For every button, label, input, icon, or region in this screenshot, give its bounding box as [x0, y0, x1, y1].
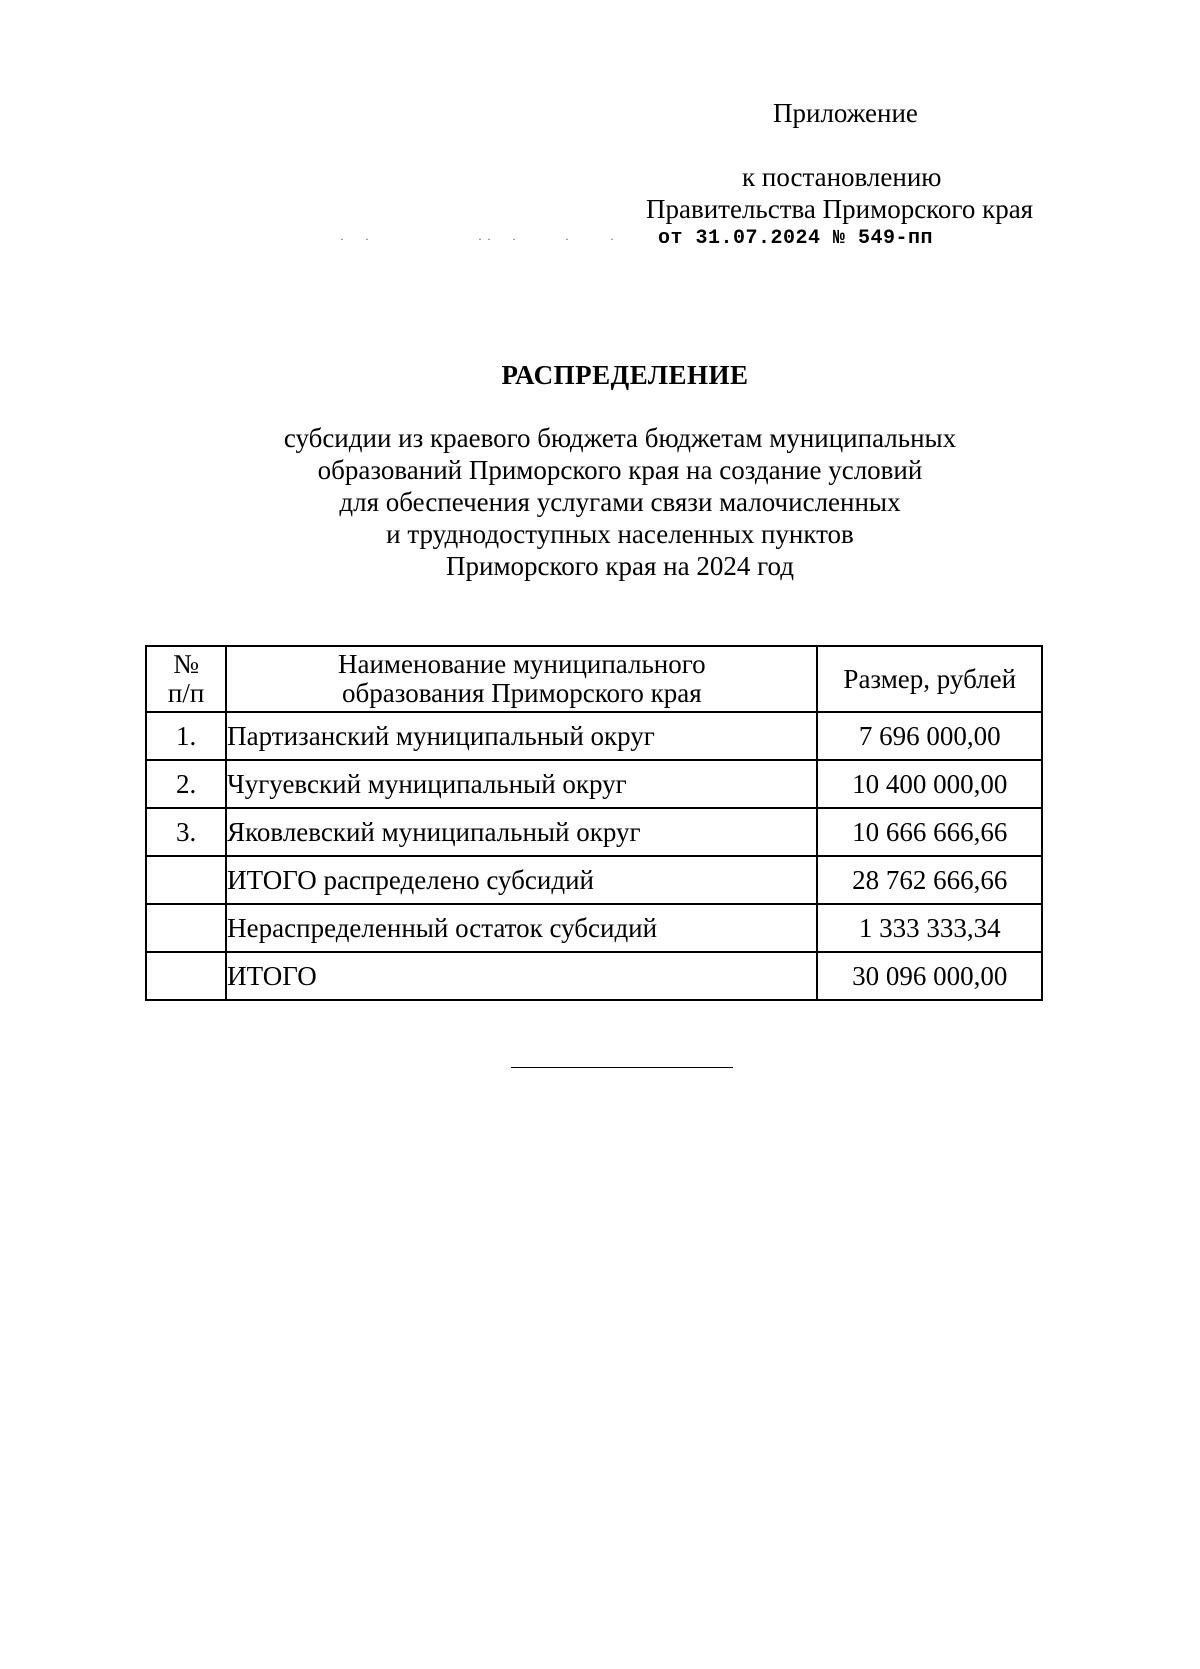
scan-speck: ·: [512, 232, 516, 246]
header-number: [146, 646, 226, 712]
row-name: Чугуевский муниципальный округ: [226, 760, 817, 808]
row-amount: 28 762 666,66: [817, 856, 1042, 904]
table-row: [146, 856, 1042, 904]
end-divider: [511, 1067, 733, 1068]
row-number: 2.: [146, 760, 226, 808]
row-number: 1.: [146, 712, 226, 760]
row-number: [146, 904, 226, 952]
table-row: [146, 760, 1042, 808]
distribution-table: [145, 645, 1043, 1001]
document-subtitle: [240, 422, 1000, 582]
row-name: Яковлевский муниципальный округ: [226, 808, 817, 856]
scan-speck: ·: [487, 232, 491, 246]
header-name-line: образования Приморского края: [342, 678, 702, 708]
row-amount: 10 400 000,00: [817, 760, 1042, 808]
decree-reference: к постановлению: [742, 162, 942, 192]
row-name: ИТОГО распределено субсидий: [226, 856, 817, 904]
row-amount: 7 696 000,00: [817, 712, 1042, 760]
subtitle-line: для обеспечения услугами связи малочисленных: [339, 487, 901, 517]
subtitle-line: и труднодоступных населенных пунктов: [386, 519, 854, 549]
row-number: 3.: [146, 808, 226, 856]
row-amount: 1 333 333,34: [817, 904, 1042, 952]
scan-speck: ·: [565, 232, 569, 246]
header-amount: Размер, рублей: [817, 646, 1042, 712]
subtitle-line: Приморского края на 2024 год: [446, 551, 794, 581]
row-amount: 10 666 666,66: [817, 808, 1042, 856]
header-name: [226, 646, 817, 712]
header-number-abbr: п/п: [167, 678, 205, 708]
decree-date-number: от 31.07.2024 № 549-пп: [658, 227, 934, 250]
row-number: [146, 856, 226, 904]
scan-speck: ·: [478, 232, 482, 246]
table-header-row: [146, 646, 1042, 712]
header-name-line: Наименование муниципального: [338, 649, 706, 679]
scan-speck: ·: [610, 232, 614, 246]
scan-speck: ·: [340, 232, 344, 246]
appendix-label: Приложение: [773, 98, 918, 128]
row-name: Партизанский муниципальный округ: [226, 712, 817, 760]
row-name: ИТОГО: [226, 952, 817, 1000]
government-name: Правительства Приморского края: [646, 194, 1034, 224]
header-number-symbol: №: [173, 649, 199, 679]
table-row: [146, 904, 1042, 952]
row-name: Нераспределенный остаток субсидий: [226, 904, 817, 952]
document-title: РАСПРЕДЕЛЕНИЕ: [501, 360, 749, 390]
table-row: [146, 808, 1042, 856]
row-amount: 30 096 000,00: [817, 952, 1042, 1000]
subtitle-line: образований Приморского края на создание условий: [317, 455, 923, 485]
row-number: [146, 952, 226, 1000]
table-row: [146, 952, 1042, 1000]
scan-speck: ·: [365, 232, 369, 246]
table-row: [146, 712, 1042, 760]
subtitle-line: субсидии из краевого бюджета бюджетам муниципальных: [283, 423, 957, 453]
